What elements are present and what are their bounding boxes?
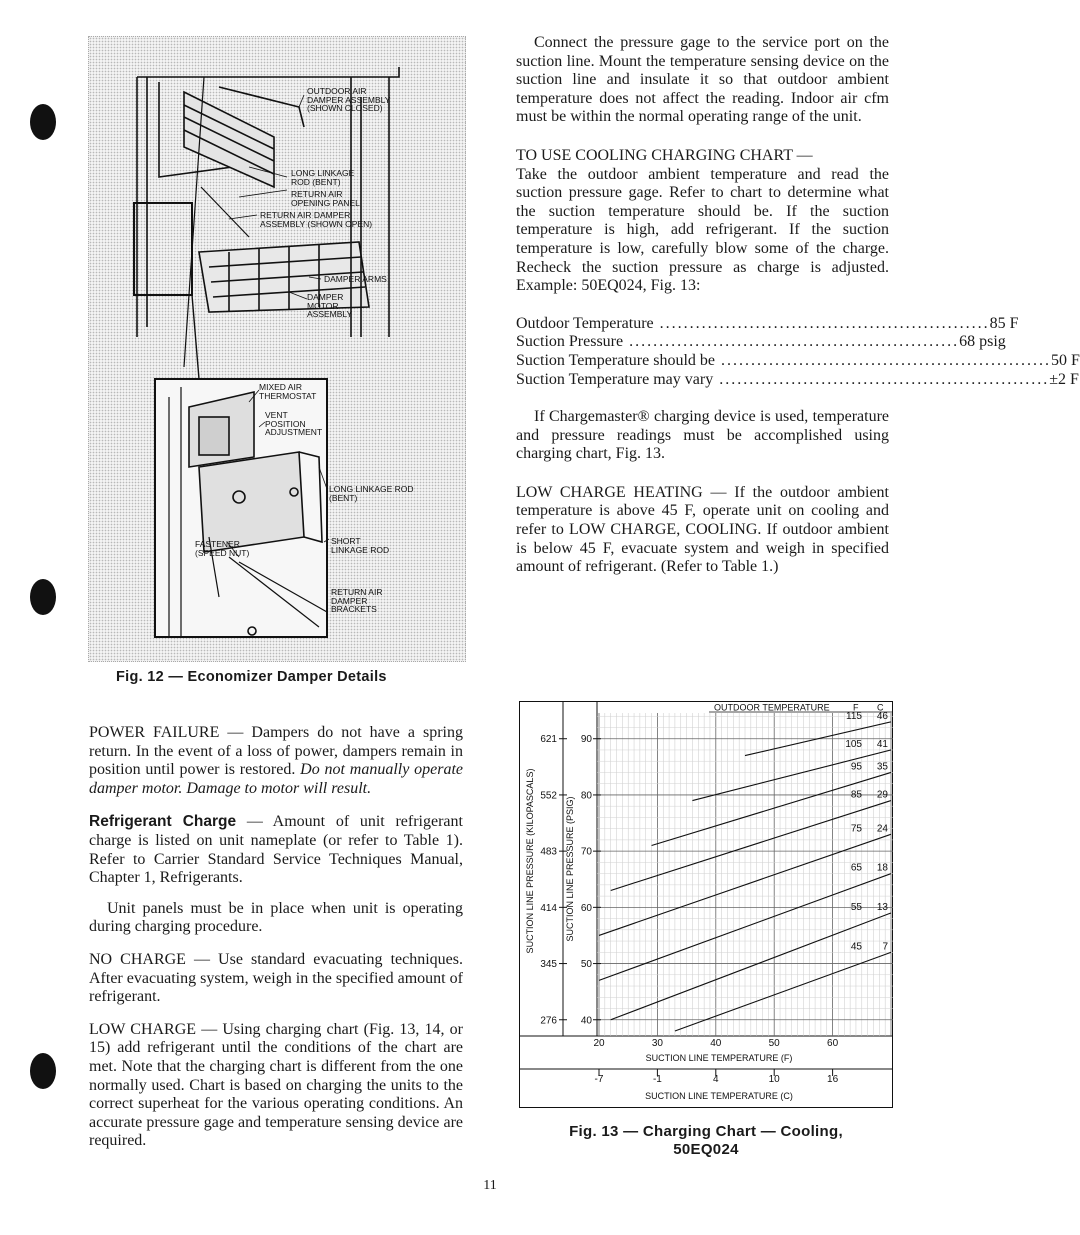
series-label-c: 18 — [876, 862, 888, 874]
no-charge-paragraph — [89, 951, 463, 1007]
power-failure-paragraph — [89, 724, 463, 798]
power-failure-warning: Do not manually operate damper motor. Damage to motor will result. — [89, 761, 463, 797]
series-label-f: 105 — [845, 738, 862, 750]
cooling-chart-section — [516, 147, 889, 296]
label-long-linkage-rod-top: LONG LINKAGE ROD (BENT) — [291, 168, 355, 187]
x-tick-label-f: 20 — [593, 1038, 605, 1049]
x-tick-label-c: 10 — [768, 1074, 780, 1085]
leader-dots: ....................................................... — [623, 333, 960, 351]
psig-tick-label: 60 — [580, 902, 592, 914]
example-row — [516, 370, 1079, 390]
legend-unit-f: F — [853, 702, 859, 713]
low-charge-heating-paragraph — [516, 484, 889, 577]
low-charge-text: — Using charging chart (Fig. 13, 14, or 15) add refrigerant until the conditions of the chart are met. Note that the charging chart is different from the one normally used. Chart is based on charging the units to the correct superheat for the various operating conditions. An accurate pressure gage and temperature sensing device are required. — [89, 1020, 464, 1150]
example-row — [516, 333, 1006, 352]
x-tick-label-f: 30 — [651, 1038, 663, 1049]
legend-unit-c: C — [877, 702, 884, 713]
figure-13-caption-line1: Fig. 13 — Charging Chart — Cooling, — [569, 1123, 843, 1140]
series-label-f: 45 — [850, 941, 862, 953]
x-tick-label-f: 40 — [710, 1038, 722, 1049]
series-label-c: 7 — [882, 941, 888, 953]
label-return-air-damper-brackets: RETURN AIR DAMPER BRACKETS — [331, 587, 383, 614]
x-tick-label-c: 16 — [827, 1074, 839, 1085]
figure-13-caption — [519, 1123, 893, 1159]
example-label: Suction Temperature may vary — [516, 370, 714, 388]
kpa-tick-label: 621 — [540, 734, 557, 746]
no-charge-heading: NO CHARGE — [89, 950, 186, 968]
label-return-air-opening-panel: RETURN AIR OPENING PANEL — [291, 189, 360, 208]
panels-note-paragraph: Unit panels must be in place when unit is operating during charging procedure. — [89, 899, 463, 936]
psig-tick-label: 70 — [580, 846, 592, 858]
series-label-f: 115 — [846, 710, 862, 722]
psig-tick-label: 80 — [580, 790, 592, 802]
x-tick-label-c: -7 — [594, 1074, 604, 1085]
psig-tick-label: 40 — [580, 1015, 592, 1027]
leader-dots: ....................................................... — [713, 370, 1050, 388]
kpa-tick-label: 345 — [540, 959, 557, 971]
economizer-damper-illustration — [88, 36, 466, 662]
low-charge-heating-heading: LOW CHARGE HEATING — [516, 483, 703, 501]
ylabel-kpa: SUCTION LINE PRESSURE (KILOPASCALS) — [525, 768, 535, 954]
example-row — [516, 351, 1080, 371]
damper-line-art — [89, 37, 465, 661]
x-tick-label-f: 50 — [768, 1038, 780, 1049]
charging-chart — [519, 701, 893, 1108]
x-tick-label-f: 60 — [827, 1038, 839, 1049]
label-long-linkage-rod-bottom: LONG LINKAGE ROD (BENT) — [329, 484, 414, 503]
xlabel-celsius: SUCTION LINE TEMPERATURE (C) — [645, 1091, 793, 1101]
example-row — [516, 314, 1019, 334]
kpa-tick-label: 483 — [540, 846, 557, 858]
punch-hole-bottom — [30, 1053, 56, 1089]
label-outdoor-air-damper: OUTDOOR AIR DAMPER ASSEMBLY (SHOWN CLOSED) — [307, 86, 391, 113]
example-value: 68 psig — [959, 333, 1006, 351]
example-label: Suction Temperature should be — [516, 351, 715, 369]
punch-hole-middle — [30, 579, 56, 615]
low-charge-heating-text: — If the outdoor ambient temperature is above 45 F, operate unit on cooling and refer to LOW CHARGE, COOLING. If outdoor ambient is below 45 F, evacuate system and weigh in specified amount of refrigerant. (Refer to Table 1.) — [516, 483, 890, 576]
series-label-f: 75 — [850, 823, 862, 835]
label-damper-arms: DAMPER ARMS — [324, 274, 387, 284]
gage-connection-paragraph: Connect the pressure gage to the service port on the suction line. Mount the temperature sensing device on the suction line and insulate it so that outdoor ambient temperature does not affect the reading. Indoor air cfm must be within the normal operating range of the unit. — [516, 34, 889, 126]
example-label: Outdoor Temperature — [516, 314, 654, 332]
series-label-c: 41 — [876, 738, 888, 750]
series-label-c: 35 — [876, 761, 888, 773]
xlabel-fahrenheit: SUCTION LINE TEMPERATURE (F) — [645, 1053, 793, 1063]
example-value: ±2 F — [1049, 370, 1079, 388]
ylabel-psig: SUCTION LINE PRESSURE (PSIG) — [565, 796, 575, 942]
psig-tick-label: 90 — [580, 734, 592, 746]
right-column — [516, 34, 1080, 577]
label-fastener: FASTENER (SPEED NUT) — [195, 539, 250, 558]
example-value: 85 F — [989, 314, 1019, 332]
series-label-c: 46 — [876, 710, 888, 722]
figure-12-caption: Fig. 12 — Economizer Damper Details — [116, 669, 387, 685]
power-failure-text: — Dampers do not have a spring return. In the event of a loss of power, dampers remain in position until power is restored. — [89, 724, 463, 779]
chargemaster-paragraph: If Chargemaster® charging device is used, temperature and pressure readings must be accomplished using charging chart, Fig. 13. — [516, 408, 889, 463]
label-damper-motor: DAMPER MOTOR ASSEMBLY — [307, 292, 353, 319]
refrigerant-charge-paragraph — [89, 813, 463, 887]
punch-hole-top — [30, 104, 56, 140]
label-mixed-air-thermostat: MIXED AIR THERMOSTAT — [259, 382, 317, 401]
example-value: 50 F — [1050, 351, 1080, 369]
series-label-f: 65 — [850, 862, 862, 874]
kpa-tick-label: 552 — [540, 790, 557, 802]
left-column — [89, 724, 463, 1151]
leader-dots: ....................................................... — [653, 314, 990, 332]
example-table — [516, 314, 1080, 389]
series-label-f: 85 — [850, 789, 862, 801]
no-charge-text: — Use standard evacuating techniques. After evacuating system, weigh in the specified amount of refrigerant. — [89, 950, 464, 1006]
series-label-f: 95 — [850, 761, 862, 773]
psig-tick-label: 50 — [580, 959, 592, 971]
series-label-c: 13 — [876, 901, 888, 913]
cooling-chart-text: Take the outdoor ambient temperature and read the suction pressure gage. Refer to chart to determine what the suction temperature should be. If the suction temperature is high, add refrigerant. If the suction temperature is low, carefully blow some of the charge. Recheck the suction pressure as charge is adjusted. Example: 50EQ024, Fig. 13: — [516, 165, 889, 295]
page-number: 11 — [483, 1178, 497, 1193]
figure-13-caption-line2: 50EQ024 — [673, 1141, 739, 1158]
x-tick-label-c: -1 — [652, 1074, 662, 1085]
series-label-c: 29 — [876, 789, 888, 801]
kpa-tick-label: 276 — [540, 1015, 557, 1027]
refrigerant-charge-heading: Refrigerant Charge — [89, 813, 237, 831]
legend-title: OUTDOOR TEMPERATURE — [714, 702, 830, 713]
power-failure-heading: POWER FAILURE — [89, 724, 220, 741]
x-tick-label-c: 4 — [713, 1074, 719, 1085]
series-label-c: 24 — [876, 823, 888, 835]
kpa-tick-label: 414 — [540, 902, 557, 914]
low-charge-paragraph — [89, 1021, 463, 1151]
label-return-air-damper: RETURN AIR DAMPER ASSEMBLY (SHOWN OPEN) — [260, 210, 373, 229]
example-label: Suction Pressure — [516, 333, 624, 351]
label-vent-position: VENT POSITION ADJUSTMENT — [265, 410, 323, 437]
refrigerant-charge-text: — Amount of unit refrigerant charge is listed on unit nameplate (or refer to Table 1). Refer to Carrier Standard Service Techniques Manual, Chapter 1, Refrigerants. — [89, 813, 463, 887]
leader-dots: ....................................................... — [714, 351, 1051, 369]
cooling-chart-heading: TO USE COOLING CHARGING CHART — — [516, 146, 813, 164]
series-label-f: 55 — [850, 901, 862, 913]
low-charge-heading: LOW CHARGE — [89, 1020, 197, 1038]
label-short-linkage-rod: SHORT LINKAGE ROD — [331, 536, 390, 555]
